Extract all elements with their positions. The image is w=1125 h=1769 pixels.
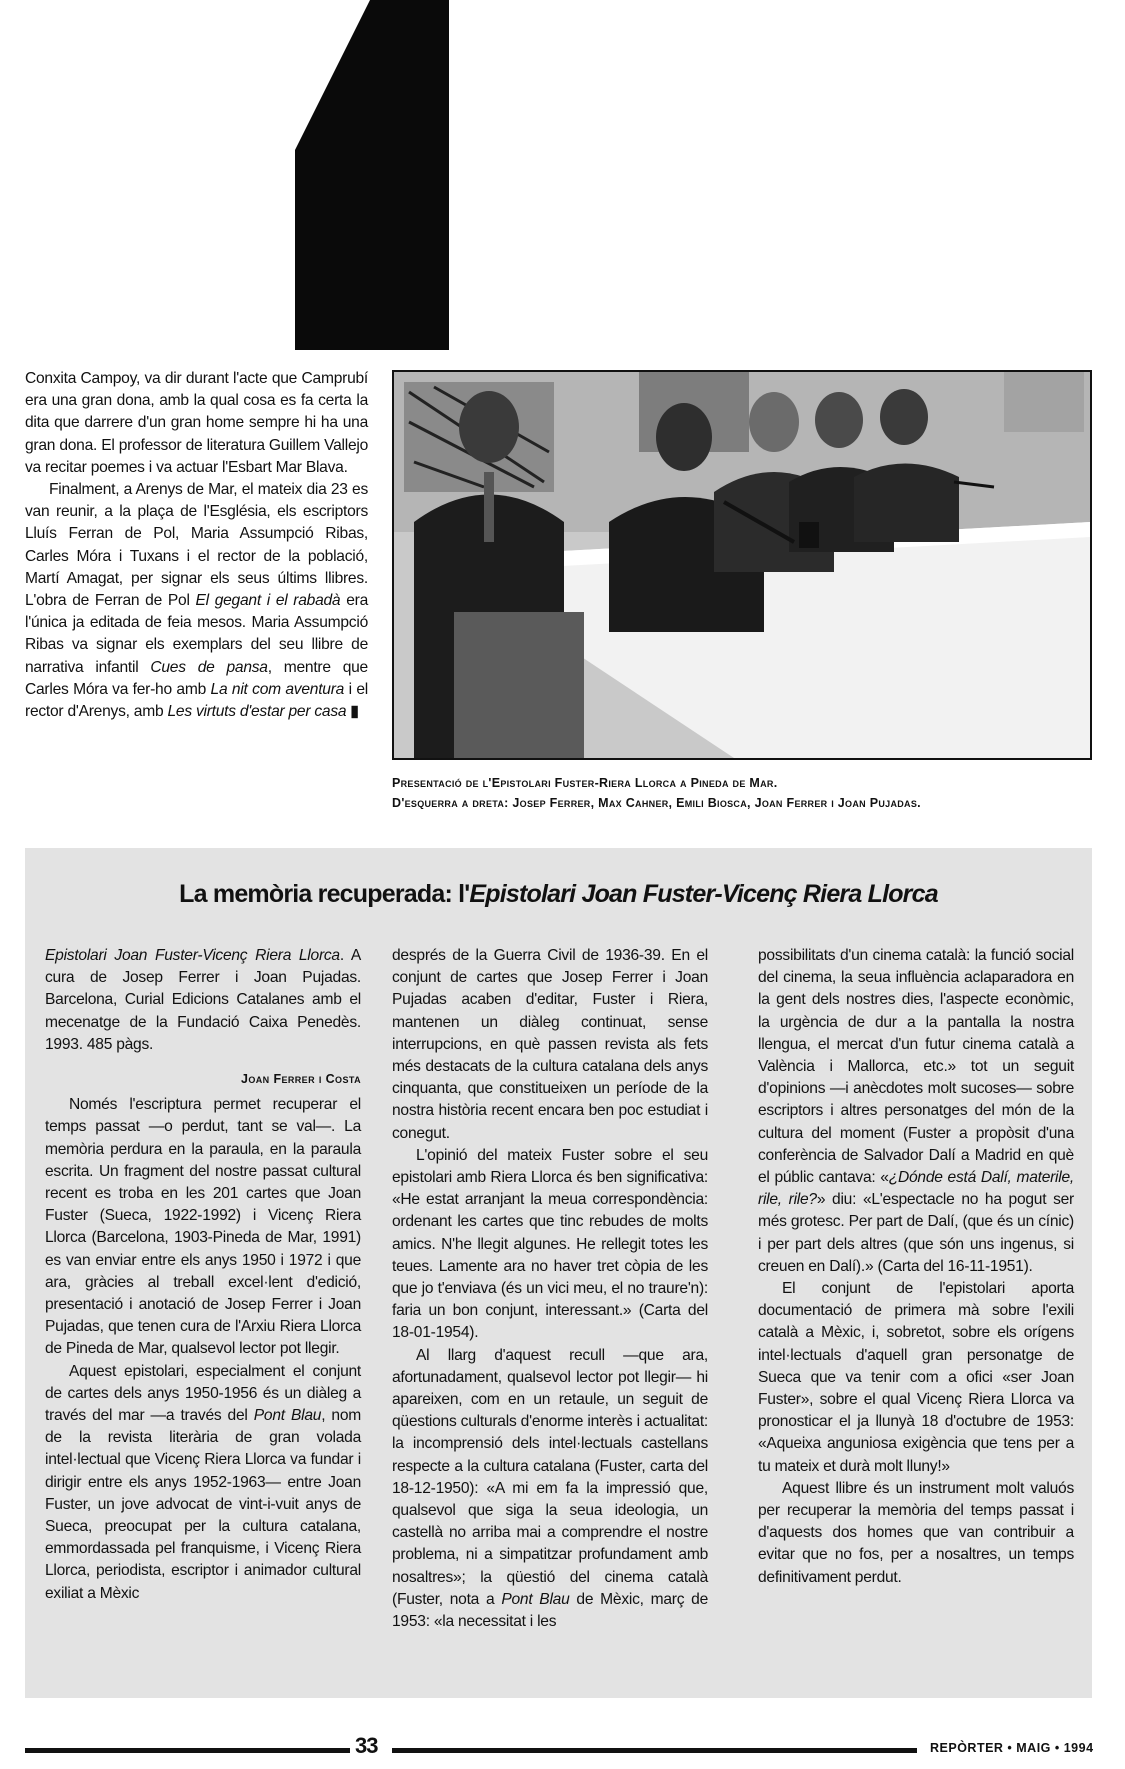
review-column-2 bbox=[392, 945, 708, 1633]
review-paragraph-8: Aquest llibre és un instrument molt valuós per recuperar la memòria del temps passat i d'aquests dos homes que van contribuir a evitar que no fos, per a nosaltres, un temps definitivament perdut. bbox=[758, 1479, 1074, 1586]
review-column-3 bbox=[758, 945, 1074, 1589]
magazine-footer: REPÒRTER • MAIG • 1994 bbox=[930, 1741, 1094, 1755]
review-paragraph-4: L'opinió del mateix Fuster sobre el seu epistolari amb Riera Llorca és ben significativa: «He estat arranjant la meua correspondència: ordenant les cartes que tinc rebudes de molts amics. N'he llegit algunes. He rellegit totes les teues. Lamente ara no haver tret còpia de les que jo t'enviava (és un vici meu, el no traure'n): faria un bon conjunt, interessant.» (Carta del 18-01-1954). bbox=[392, 1146, 708, 1342]
book-reference: Epistolari Joan Fuster-Vicenç Riera Llorca. A cura de Josep Ferrer i Joan Pujadas. Barcelona, Curial Edicions Catalanes amb el mecenatge de la Fundació Caixa Penedès. 1993. 485 pàgs. bbox=[45, 947, 361, 1053]
review-paragraph-7: El conjunt de l'epistolari aporta documentació de primera mà sobre l'exili català a Mèxic, i, sobretot, sobre els orígens intel·lectuals d'aquell gran personatge de Sueca que va tenir com a ofici «ser Joan Fuster», sobre el qual Vicenç Riera Llorca va pronosticar el ja llunyà 18 d'octubre de 1953: «Aqueixa anguniosa exigència que tens per a tu mateix et durà molt lluny!» bbox=[758, 1280, 1074, 1475]
review-paragraph-6: possibilitats d'un cinema català: la funció social del cinema, la seua influència aclaparadora en la gent dels nostres dies, l'aspecte econòmic, la urgència de dur a la pantalla la nostra llengua, el mercat d'un futur cinema català a València i Mallorca, etc.» tot un seguit d'opinions —i anècdotes molt sucoses— sobre escriptors i altres personatges del món de la cultura del moment (Fuster a propòsit d'una conferència de Salvador Dalí a Madrid en què el públic cantava: «¿Dónde está Dalí, materile, rile, rile?» diu: «L'espectacle no ha pogut ser més grotesc. Per part de Dalí, (que és un cínic) i per part dels altres (que són uns ingenus, si creuen en Dalí).» (Carta del 16-11-1951). bbox=[758, 947, 1074, 1275]
end-mark: ▮ bbox=[350, 703, 359, 721]
footer-rule-right bbox=[392, 1748, 917, 1753]
page-number: 33 bbox=[355, 1733, 378, 1758]
photo-illustration bbox=[394, 372, 1090, 758]
caption-line-2: D'esquerra a dreta: Josep Ferrer, Max Cahner, Emili Biosca, Joan Ferrer i Joan Pujadas. bbox=[392, 796, 921, 810]
left-paragraph-1: Conxita Campoy, va dir durant l'acte que Camprubí era una gran dona, amb la qual cosa es fa certa la dita que darrere d'un gran home sempre hi ha una gran dona. El professor de literatura Guillem Vallejo va recitar poemes i va actuar l'Esbart Mar Blava. bbox=[25, 370, 368, 476]
footer-rule-left bbox=[25, 1748, 350, 1753]
review-column-1 bbox=[45, 945, 361, 1605]
review-title: La memòria recuperada: l'Epistolari Joan Fuster-Vicenç Riera Llorca bbox=[179, 880, 938, 908]
press-photo bbox=[392, 370, 1092, 760]
byline: Joan Ferrer i Costa bbox=[241, 1072, 361, 1087]
decorative-white-triangle bbox=[295, 0, 370, 150]
review-paragraph-3: després de la Guerra Civil de 1936-39. En el conjunt de cartes que Josep Ferrer i Joan Pujadas acaben d'editar, Fuster i Riera, mantenen un diàleg continuat, sense interrupcions, en què passen revista als fets més destacats de la cultura catalana dels anys cinquanta, que constitueixen un període de la nostra història recent encara ben poc estudiat i conegut. bbox=[392, 947, 708, 1142]
review-paragraph-5: Al llarg d'aquest recull —que ara, afortunadament, qualsevol lector pot llegir— hi apareixen, com en un retaule, un seguit de qüestions culturals d'enorme interès i actualitat: la incomprensió dels intel·lectuals castellans respecte a la cultura catalana (Fuster, carta del 18-12-1950): «A mi em fa la impressió que, qualsevol que siga la seua ideologia, un castellà no arriba mai a comprendre el nostre problema, ni a simpatitzar profundament amb nosaltres»; la qüestió del cinema català (Fuster, nota a Pont Blau de Mèxic, març de 1953: «la necessitat i les bbox=[392, 1346, 708, 1631]
caption-line-1: Presentació de l'Epistolari Fuster-Riera Llorca a Pineda de Mar. bbox=[392, 776, 778, 790]
review-paragraph-2: Aquest epistolari, especialment el conjunt de cartes dels anys 1950-1956 és un diàleg a través del mar —a través del Pont Blau, nom de la revista literària de gran volada intel·lectual que Vicenç Riera Llorca va fundar i dirigir entre els anys 1952-1963— entre Joan Fuster, un jove advocat de vint-i-vuit anys de Sueca, preocupat per la cultura catalana, emmordassada pel franquisme, i Vicenç Riera Llorca, periodista, escriptor i animador cultural exiliat a Mèxic bbox=[45, 1362, 362, 1602]
left-paragraph-2: Finalment, a Arenys de Mar, el mateix dia 23 es van reunir, a la plaça de l'Església, els escriptors Lluís Ferran de Pol, Maria Assumpció Ribas, Carles Móra i Tuxans i el rector de la població, Martí Amagat, per signar els seus últims llibres. L'obra de Ferran de Pol El gegant i el rabadà era l'única ja editada de feia mesos. Maria Assumpció Ribas va signar els exemplars del seu llibre de narrativa infantil Cues de pansa, mentre que Carles Móra va fer-ho amb La nit com aventura i el rector d'Arenys, amb Les virtuts d'estar per casa ▮ bbox=[25, 481, 368, 721]
photo-caption bbox=[392, 773, 1112, 813]
review-paragraph-1: Només l'escriptura permet recuperar el temps passat —o perdut, tant se val—. La memòria perdura en la paraula, en la paraula escrita. Un fragment del nostre passat cultural recent es troba en les 201 cartes que Joan Fuster (Sueca, 1922-1992) i Vicenç Riera Llorca (Barcelona, 1903-Pineda de Mar, 1991) es van enviar entre els anys 1950 i 1972 i que ara, gràcies al treball excel·lent d'edició, presentació i anotació de Josep Ferrer i Joan Pujadas, que tenen cura de l'Arxiu Riera Llorca de Pineda de Mar, qualsevol lector pot llegir. bbox=[45, 1096, 361, 1358]
left-column-text bbox=[25, 368, 368, 723]
